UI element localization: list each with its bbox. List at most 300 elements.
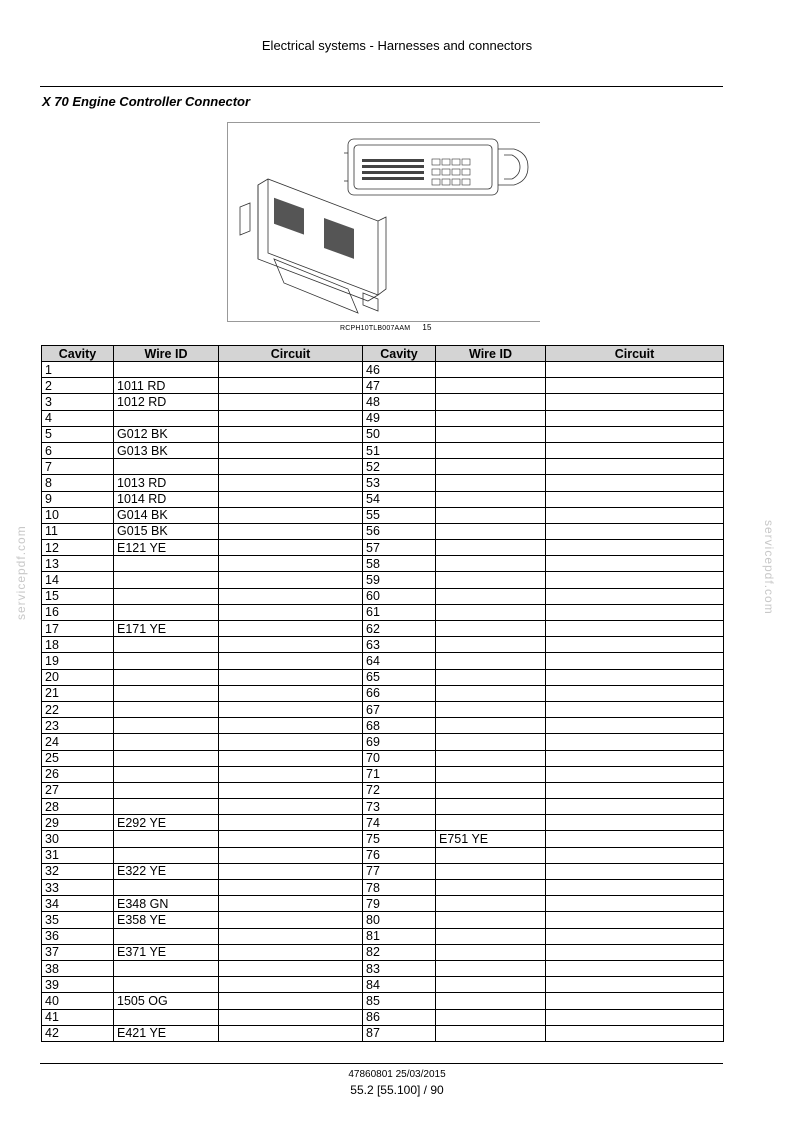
- wire-id-cell: [114, 799, 219, 815]
- cavity-cell: 37: [42, 944, 114, 960]
- cavity-cell: 74: [363, 815, 436, 831]
- wire-id-cell: [436, 718, 546, 734]
- column-header-cavity: Cavity: [42, 346, 114, 362]
- table-row: [42, 944, 724, 960]
- cavity-cell: 27: [42, 782, 114, 798]
- circuit-cell: [219, 604, 363, 620]
- cavity-cell: 53: [363, 475, 436, 491]
- cavity-cell: 15: [42, 588, 114, 604]
- table-row: [42, 621, 724, 637]
- wire-id-cell: [436, 1009, 546, 1025]
- wire-id-cell: [436, 442, 546, 458]
- wire-id-cell: [114, 685, 219, 701]
- table-row: [42, 880, 724, 896]
- wire-id-cell: [436, 507, 546, 523]
- column-header-circuit: Circuit: [546, 346, 724, 362]
- wire-id-cell: 1011 RD: [114, 378, 219, 394]
- watermark-left: servicepdf.com: [14, 525, 28, 620]
- wire-id-cell: [436, 394, 546, 410]
- table-row: [42, 799, 724, 815]
- wire-id-cell: G012 BK: [114, 426, 219, 442]
- wire-id-cell: [436, 863, 546, 879]
- wire-id-cell: [436, 799, 546, 815]
- cavity-cell: 12: [42, 540, 114, 556]
- circuit-cell: [219, 426, 363, 442]
- cavity-cell: 49: [363, 410, 436, 426]
- table-row: [42, 896, 724, 912]
- table-row: [42, 863, 724, 879]
- table-row: [42, 831, 724, 847]
- table-row: [42, 960, 724, 976]
- wire-id-cell: [436, 410, 546, 426]
- wire-id-cell: [436, 734, 546, 750]
- circuit-cell: [219, 734, 363, 750]
- circuit-cell: [546, 993, 724, 1009]
- wire-id-cell: [436, 815, 546, 831]
- circuit-cell: [219, 718, 363, 734]
- cavity-cell: 17: [42, 621, 114, 637]
- circuit-cell: [219, 977, 363, 993]
- table-body: [42, 362, 724, 1042]
- connector-pinout-table: [41, 345, 724, 1042]
- circuit-cell: [546, 491, 724, 507]
- circuit-cell: [546, 831, 724, 847]
- circuit-cell: [219, 685, 363, 701]
- wire-id-cell: [436, 459, 546, 475]
- circuit-cell: [219, 815, 363, 831]
- cavity-cell: 55: [363, 507, 436, 523]
- table-row: [42, 912, 724, 928]
- wire-id-cell: [436, 701, 546, 717]
- circuit-cell: [546, 637, 724, 653]
- wire-id-cell: [436, 912, 546, 928]
- wire-id-cell: G015 BK: [114, 523, 219, 539]
- cavity-cell: 26: [42, 766, 114, 782]
- circuit-cell: [546, 442, 724, 458]
- circuit-cell: [546, 669, 724, 685]
- wire-id-cell: [436, 847, 546, 863]
- circuit-cell: [546, 799, 724, 815]
- wire-id-cell: [436, 604, 546, 620]
- table-row: [42, 604, 724, 620]
- table-row: [42, 718, 724, 734]
- circuit-cell: [219, 669, 363, 685]
- wire-id-cell: [114, 960, 219, 976]
- table-row: [42, 734, 724, 750]
- page-header-title: Electrical systems - Harnesses and connectors: [261, 38, 533, 53]
- wire-id-cell: [114, 847, 219, 863]
- cavity-cell: 71: [363, 766, 436, 782]
- wire-id-cell: [436, 426, 546, 442]
- circuit-cell: [546, 960, 724, 976]
- table-row: [42, 928, 724, 944]
- circuit-cell: [219, 459, 363, 475]
- cavity-cell: 5: [42, 426, 114, 442]
- table-row: [42, 572, 724, 588]
- cavity-cell: 60: [363, 588, 436, 604]
- circuit-cell: [219, 475, 363, 491]
- circuit-cell: [546, 459, 724, 475]
- cavity-cell: 79: [363, 896, 436, 912]
- table-row: [42, 847, 724, 863]
- wire-id-cell: [114, 362, 219, 378]
- cavity-cell: 19: [42, 653, 114, 669]
- cavity-cell: 30: [42, 831, 114, 847]
- table-row: [42, 637, 724, 653]
- cavity-cell: 85: [363, 993, 436, 1009]
- table-row: [42, 459, 724, 475]
- circuit-cell: [546, 1025, 724, 1041]
- cavity-cell: 47: [363, 378, 436, 394]
- circuit-cell: [219, 928, 363, 944]
- circuit-cell: [546, 896, 724, 912]
- circuit-cell: [546, 378, 724, 394]
- wire-id-cell: [436, 766, 546, 782]
- circuit-cell: [219, 653, 363, 669]
- cavity-cell: 52: [363, 459, 436, 475]
- wire-id-cell: [436, 378, 546, 394]
- table-row: [42, 394, 724, 410]
- figure-caption: [340, 323, 432, 332]
- table-row: [42, 1009, 724, 1025]
- figure-number: 15: [422, 323, 432, 332]
- cavity-cell: 42: [42, 1025, 114, 1041]
- wire-id-cell: [436, 880, 546, 896]
- circuit-cell: [546, 475, 724, 491]
- wire-id-cell: [436, 362, 546, 378]
- wire-id-cell: [436, 523, 546, 539]
- table-row: [42, 588, 724, 604]
- wire-id-cell: E322 YE: [114, 863, 219, 879]
- cavity-cell: 41: [42, 1009, 114, 1025]
- wire-id-cell: [436, 782, 546, 798]
- circuit-cell: [546, 701, 724, 717]
- wire-id-cell: 1012 RD: [114, 394, 219, 410]
- wire-id-cell: [114, 556, 219, 572]
- circuit-cell: [546, 410, 724, 426]
- cavity-cell: 38: [42, 960, 114, 976]
- cavity-cell: 67: [363, 701, 436, 717]
- wire-id-cell: [436, 928, 546, 944]
- wire-id-cell: [114, 669, 219, 685]
- circuit-cell: [219, 701, 363, 717]
- wire-id-cell: [114, 459, 219, 475]
- circuit-cell: [219, 637, 363, 653]
- wire-id-cell: 1013 RD: [114, 475, 219, 491]
- cavity-cell: 7: [42, 459, 114, 475]
- circuit-cell: [546, 523, 724, 539]
- circuit-cell: [219, 880, 363, 896]
- circuit-cell: [219, 944, 363, 960]
- circuit-cell: [546, 880, 724, 896]
- cavity-cell: 62: [363, 621, 436, 637]
- cavity-cell: 28: [42, 799, 114, 815]
- circuit-cell: [546, 766, 724, 782]
- wire-id-cell: [114, 572, 219, 588]
- circuit-cell: [219, 588, 363, 604]
- wire-id-cell: [114, 782, 219, 798]
- circuit-cell: [219, 750, 363, 766]
- cavity-cell: 36: [42, 928, 114, 944]
- cavity-cell: 34: [42, 896, 114, 912]
- cavity-cell: 84: [363, 977, 436, 993]
- cavity-cell: 59: [363, 572, 436, 588]
- circuit-cell: [219, 394, 363, 410]
- circuit-cell: [219, 831, 363, 847]
- cavity-cell: 4: [42, 410, 114, 426]
- cavity-cell: 22: [42, 701, 114, 717]
- circuit-cell: [546, 653, 724, 669]
- circuit-cell: [546, 782, 724, 798]
- wire-id-cell: [114, 701, 219, 717]
- wire-id-cell: [436, 588, 546, 604]
- table-row: [42, 977, 724, 993]
- section-title: X 70 Engine Controller Connector: [42, 94, 251, 109]
- cavity-cell: 78: [363, 880, 436, 896]
- wire-id-cell: [114, 410, 219, 426]
- cavity-cell: 81: [363, 928, 436, 944]
- wire-id-cell: G014 BK: [114, 507, 219, 523]
- wire-id-cell: [114, 653, 219, 669]
- wire-id-cell: E751 YE: [436, 831, 546, 847]
- circuit-cell: [546, 394, 724, 410]
- circuit-cell: [546, 815, 724, 831]
- wire-id-cell: [436, 960, 546, 976]
- cavity-cell: 68: [363, 718, 436, 734]
- connector-drawing: [228, 123, 540, 321]
- table-row: [42, 766, 724, 782]
- table-row: [42, 701, 724, 717]
- circuit-cell: [219, 572, 363, 588]
- wire-id-cell: [114, 588, 219, 604]
- cavity-cell: 57: [363, 540, 436, 556]
- circuit-cell: [219, 378, 363, 394]
- circuit-cell: [546, 928, 724, 944]
- cavity-cell: 8: [42, 475, 114, 491]
- wire-id-cell: [114, 766, 219, 782]
- circuit-cell: [219, 523, 363, 539]
- cavity-cell: 86: [363, 1009, 436, 1025]
- cavity-cell: 48: [363, 394, 436, 410]
- wire-id-cell: [436, 491, 546, 507]
- cavity-cell: 58: [363, 556, 436, 572]
- column-header-wire-id: Wire ID: [114, 346, 219, 362]
- cavity-cell: 6: [42, 442, 114, 458]
- cavity-cell: 56: [363, 523, 436, 539]
- cavity-cell: 75: [363, 831, 436, 847]
- wire-id-cell: [436, 621, 546, 637]
- wire-id-cell: [114, 1009, 219, 1025]
- cavity-cell: 33: [42, 880, 114, 896]
- cavity-cell: 14: [42, 572, 114, 588]
- cavity-cell: 2: [42, 378, 114, 394]
- wire-id-cell: [436, 993, 546, 1009]
- wire-id-cell: [436, 896, 546, 912]
- cavity-cell: 1: [42, 362, 114, 378]
- wire-id-cell: E171 YE: [114, 621, 219, 637]
- table-row: [42, 556, 724, 572]
- circuit-cell: [546, 847, 724, 863]
- cavity-cell: 73: [363, 799, 436, 815]
- circuit-cell: [219, 556, 363, 572]
- circuit-cell: [219, 960, 363, 976]
- circuit-cell: [546, 944, 724, 960]
- wire-id-cell: E421 YE: [114, 1025, 219, 1041]
- footer-doc-reference: 47860801 25/03/2015: [348, 1069, 446, 1080]
- cavity-cell: 11: [42, 523, 114, 539]
- footer-rule: [40, 1063, 723, 1064]
- cavity-cell: 46: [363, 362, 436, 378]
- table-header-row: [42, 346, 724, 362]
- circuit-cell: [546, 912, 724, 928]
- circuit-cell: [546, 507, 724, 523]
- cavity-cell: 10: [42, 507, 114, 523]
- wire-id-cell: E358 YE: [114, 912, 219, 928]
- cavity-cell: 3: [42, 394, 114, 410]
- cavity-cell: 54: [363, 491, 436, 507]
- table-row: [42, 491, 724, 507]
- wire-id-cell: [114, 637, 219, 653]
- circuit-cell: [219, 442, 363, 458]
- wire-id-cell: E371 YE: [114, 944, 219, 960]
- circuit-cell: [546, 977, 724, 993]
- circuit-cell: [546, 718, 724, 734]
- cavity-cell: 83: [363, 960, 436, 976]
- table-row: [42, 426, 724, 442]
- cavity-cell: 69: [363, 734, 436, 750]
- cavity-cell: 35: [42, 912, 114, 928]
- table-row: [42, 507, 724, 523]
- header-rule: [40, 86, 723, 87]
- wire-id-cell: [114, 734, 219, 750]
- cavity-cell: 21: [42, 685, 114, 701]
- wire-id-cell: [114, 880, 219, 896]
- cavity-cell: 13: [42, 556, 114, 572]
- circuit-cell: [546, 362, 724, 378]
- column-header-wire-id: Wire ID: [436, 346, 546, 362]
- circuit-cell: [219, 912, 363, 928]
- circuit-cell: [219, 799, 363, 815]
- column-header-cavity: Cavity: [363, 346, 436, 362]
- table-row: [42, 653, 724, 669]
- circuit-cell: [219, 491, 363, 507]
- circuit-cell: [219, 896, 363, 912]
- cavity-cell: 39: [42, 977, 114, 993]
- circuit-cell: [546, 604, 724, 620]
- wire-id-cell: [436, 944, 546, 960]
- cavity-cell: 31: [42, 847, 114, 863]
- wire-id-cell: [436, 977, 546, 993]
- wire-id-cell: G013 BK: [114, 442, 219, 458]
- table-row: [42, 410, 724, 426]
- circuit-cell: [546, 588, 724, 604]
- circuit-cell: [219, 362, 363, 378]
- connector-figure: [227, 122, 540, 322]
- wire-id-cell: [436, 685, 546, 701]
- wire-id-cell: [436, 475, 546, 491]
- circuit-cell: [219, 621, 363, 637]
- table-row: [42, 540, 724, 556]
- wire-id-cell: E292 YE: [114, 815, 219, 831]
- wire-id-cell: [114, 718, 219, 734]
- wire-id-cell: [436, 750, 546, 766]
- wire-id-cell: [436, 669, 546, 685]
- wire-id-cell: E121 YE: [114, 540, 219, 556]
- column-header-circuit: Circuit: [219, 346, 363, 362]
- wire-id-cell: [436, 556, 546, 572]
- wire-id-cell: 1505 OG: [114, 993, 219, 1009]
- circuit-cell: [546, 556, 724, 572]
- table-row: [42, 378, 724, 394]
- circuit-cell: [546, 426, 724, 442]
- table-row: [42, 475, 724, 491]
- cavity-cell: 23: [42, 718, 114, 734]
- cavity-cell: 65: [363, 669, 436, 685]
- circuit-cell: [546, 685, 724, 701]
- cavity-cell: 82: [363, 944, 436, 960]
- circuit-cell: [546, 863, 724, 879]
- cavity-cell: 63: [363, 637, 436, 653]
- circuit-cell: [546, 1009, 724, 1025]
- circuit-cell: [219, 410, 363, 426]
- wire-id-cell: [436, 572, 546, 588]
- circuit-cell: [219, 1025, 363, 1041]
- cavity-cell: 66: [363, 685, 436, 701]
- table-row: [42, 362, 724, 378]
- table-row: [42, 1025, 724, 1041]
- table-row: [42, 442, 724, 458]
- circuit-cell: [219, 507, 363, 523]
- cavity-cell: 61: [363, 604, 436, 620]
- wire-id-cell: [114, 604, 219, 620]
- wire-id-cell: 1014 RD: [114, 491, 219, 507]
- circuit-cell: [219, 993, 363, 1009]
- cavity-cell: 50: [363, 426, 436, 442]
- circuit-cell: [219, 540, 363, 556]
- wire-id-cell: [436, 1025, 546, 1041]
- cavity-cell: 20: [42, 669, 114, 685]
- circuit-cell: [546, 540, 724, 556]
- cavity-cell: 87: [363, 1025, 436, 1041]
- watermark-right: servicepdf.com: [762, 520, 776, 615]
- wire-id-cell: [436, 653, 546, 669]
- cavity-cell: 64: [363, 653, 436, 669]
- circuit-cell: [219, 847, 363, 863]
- table-row: [42, 750, 724, 766]
- cavity-cell: 16: [42, 604, 114, 620]
- circuit-cell: [219, 1009, 363, 1025]
- cavity-cell: 72: [363, 782, 436, 798]
- wire-id-cell: [114, 928, 219, 944]
- wire-id-cell: [114, 750, 219, 766]
- table-row: [42, 669, 724, 685]
- cavity-cell: 76: [363, 847, 436, 863]
- circuit-cell: [219, 863, 363, 879]
- circuit-cell: [219, 782, 363, 798]
- cavity-cell: 80: [363, 912, 436, 928]
- wire-id-cell: [114, 977, 219, 993]
- cavity-cell: 18: [42, 637, 114, 653]
- cavity-cell: 77: [363, 863, 436, 879]
- circuit-cell: [219, 766, 363, 782]
- table-row: [42, 523, 724, 539]
- cavity-cell: 25: [42, 750, 114, 766]
- cavity-cell: 32: [42, 863, 114, 879]
- cavity-cell: 9: [42, 491, 114, 507]
- table-row: [42, 782, 724, 798]
- wire-id-cell: [436, 637, 546, 653]
- figure-code: RCPH10TLB007AAM: [340, 325, 411, 332]
